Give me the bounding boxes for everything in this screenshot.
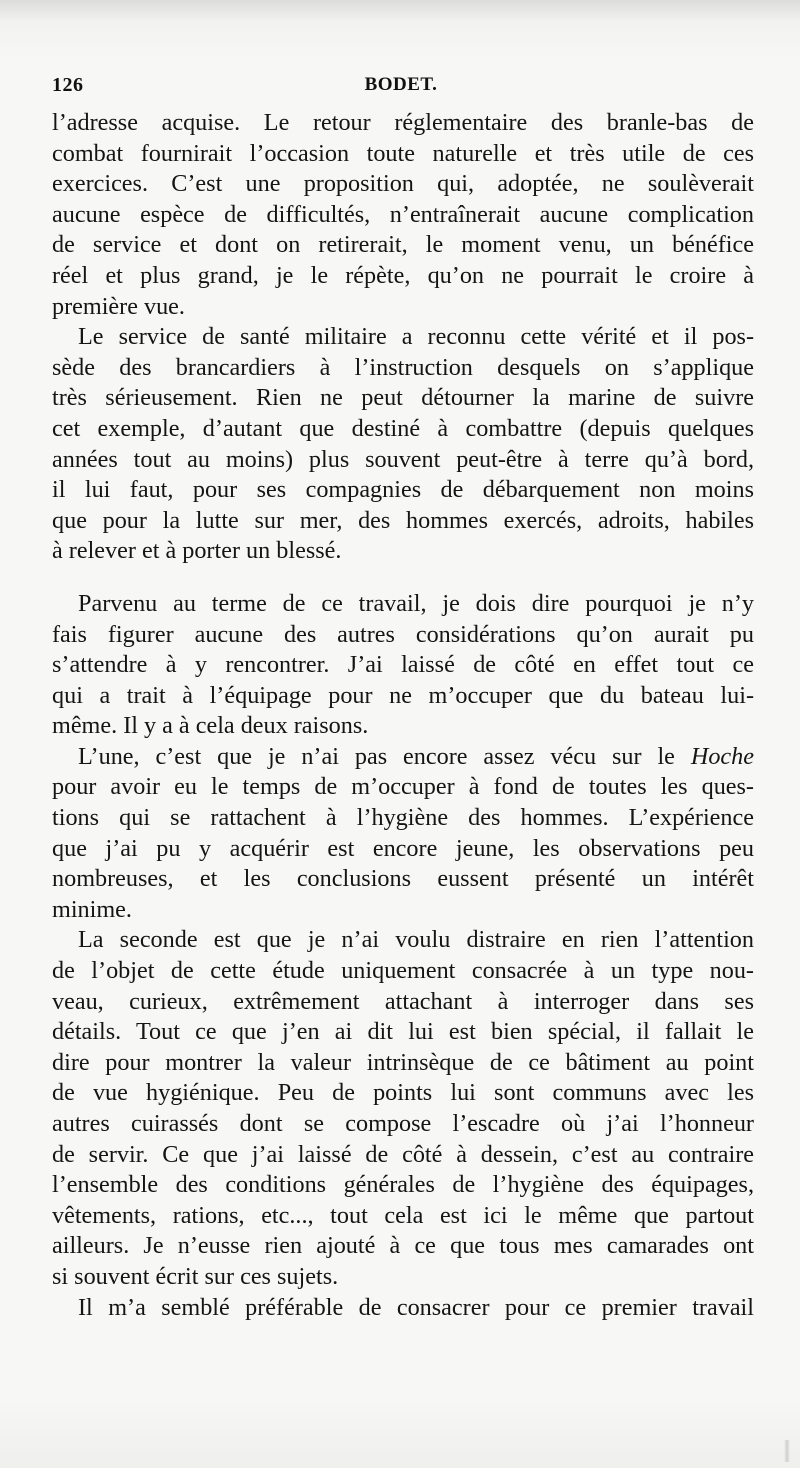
text-line: il lui faut, pour ses compagnies de débarquement non moins (52, 476, 754, 504)
text-line: vêtements, rations, etc..., tout cela est ici le même que partout (52, 1201, 754, 1229)
text-line: à relever et à porter un blessé. (52, 537, 342, 565)
body-text (52, 108, 754, 1323)
paragraph (52, 1293, 754, 1324)
text-line: exercices. C’est une proposition qui, adoptée, ne soulèverait (52, 170, 754, 198)
text-line: si souvent écrit sur ces sujets. (52, 1262, 339, 1290)
page-edge-shadow (784, 1440, 790, 1462)
paragraph (52, 108, 754, 322)
text-line: de l’objet de cette étude uniquement consacrée à un type nou- (52, 957, 754, 985)
text-line: l’adresse acquise. Le retour réglementaire des branle-bas de (52, 109, 754, 136)
paragraph (52, 322, 754, 567)
text-line: de vue hygiénique. Peu de points lui sont communs avec les (52, 1079, 754, 1107)
text-line: qui a trait à l’équipage pour ne m’occuper que du bateau lui- (52, 681, 754, 709)
text-line: sède des brancardiers à l’instruction desquels on s’applique (52, 353, 754, 381)
text-line: veau, curieux, extrêmement attachant à interroger dans ses (52, 987, 754, 1015)
text-line: L’une, c’est que je n’ai pas encore assez vécu sur le Hoche (78, 742, 754, 770)
text-line: autres cuirassés dont se compose l’escadre où j’ai l’honneur (52, 1110, 754, 1137)
paragraph (52, 589, 754, 742)
text-line: minime. (52, 895, 132, 923)
text-line: dire pour montrer la valeur intrinsèque de ce bâtiment au point (52, 1048, 754, 1076)
text-line: que pour la lutte sur mer, des hommes exercés, adroits, habiles (52, 506, 754, 534)
text-line: Parvenu au terme de ce travail, je dois dire pourquoi je n’y (78, 589, 754, 617)
text-line: Il m’a semblé préférable de consacrer pour ce premier travail (78, 1293, 754, 1321)
text-line: La seconde est que je n’ai voulu distraire en rien l’attention (78, 926, 754, 954)
text-line: cet exemple, d’autant que destiné à combattre (depuis quelques (52, 414, 754, 442)
paragraph (52, 742, 754, 926)
text-line: tions qui se rattachent à l’hygiène des hommes. L’expérience (52, 804, 754, 832)
page-header (52, 72, 750, 102)
text-line: même. Il y a à cela deux raisons. (52, 712, 369, 740)
text-line: de servir. Ce que j’ai laissé de côté à dessein, c’est au contraire (52, 1140, 754, 1168)
text-line: de service et dont on retirerait, le moment venu, un bénéfice (52, 231, 754, 259)
paragraph (52, 925, 754, 1292)
running-head: BODET. (364, 74, 438, 95)
text-line: réel et plus grand, je le répète, qu’on ne pourrait le croire à (52, 261, 754, 289)
text-line: détails. Tout ce que j’en ai dit lui est bien spécial, il fallait le (52, 1018, 754, 1046)
text-line: que j’ai pu y acquérir est encore jeune, les observations peu (52, 834, 754, 862)
text-line: l’ensemble des conditions générales de l’hygiène des équipages, (52, 1171, 754, 1199)
text-line: très sérieusement. Rien ne peut détourner la marine de suivre (52, 384, 754, 412)
text-line: nombreuses, et les conclusions eussent présenté un intérêt (52, 865, 754, 893)
text-line: s’attendre à y rencontrer. J’ai laissé de côté en effet tout ce (52, 651, 754, 679)
text-line: aucune espèce de difficultés, n’entraînerait aucune complication (52, 200, 754, 228)
ship-name: Hoche (690, 742, 754, 770)
text-line: ailleurs. Je n’eusse rien ajouté à ce que tous mes camarades ont (52, 1232, 754, 1260)
text-line: Le service de santé militaire a reconnu cette vérité et il pos- (78, 323, 754, 351)
text-line: années tout au moins) plus souvent peut-être à terre qu’à bord, (52, 445, 754, 473)
text-line: première vue. (52, 292, 185, 320)
paragraph-gap (52, 567, 754, 589)
text-line: fais figurer aucune des autres considérations qu’on aurait pu (52, 620, 754, 648)
page-number: 126 (52, 74, 84, 96)
text-line: combat fournirait l’occasion toute naturelle et très utile de ces (52, 139, 754, 167)
text-line: pour avoir eu le temps de m’occuper à fond de toutes les ques- (52, 773, 754, 801)
